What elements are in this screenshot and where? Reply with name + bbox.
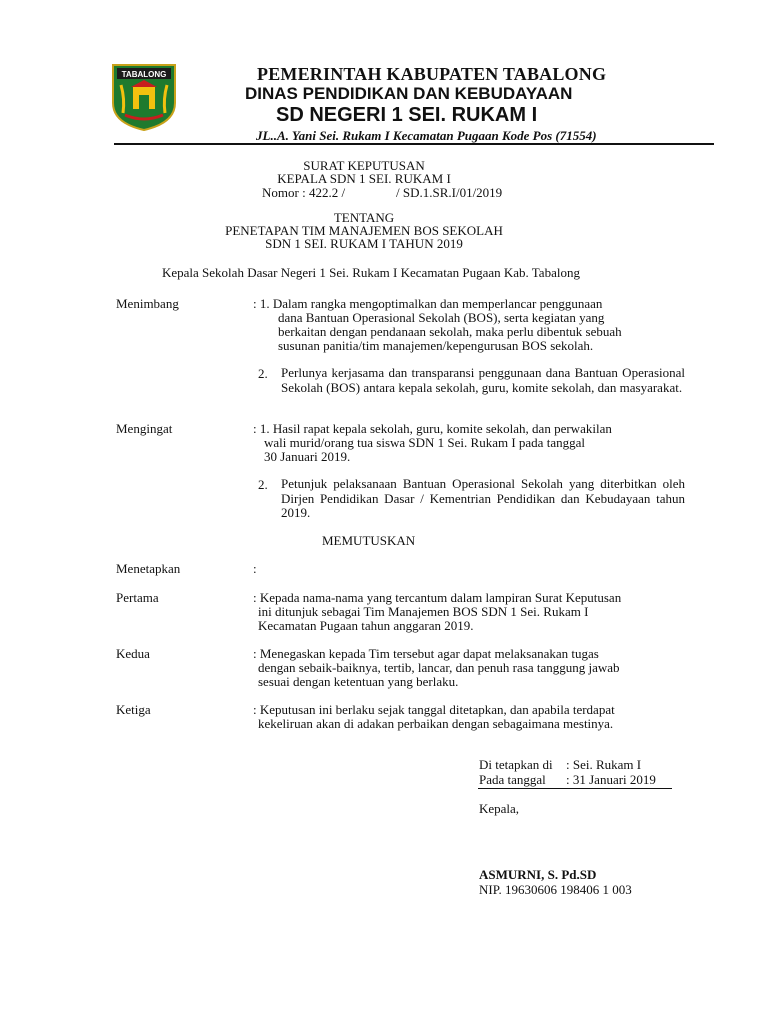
mengingat-label: Mengingat [116, 421, 173, 436]
intro-line: Kepala Sekolah Dasar Negeri 1 Sei. Rukam I Kecamatan Pugaan Kab. Tabalong [162, 265, 580, 280]
mengingat-item2-text: Petunjuk pelaksanaan Bantuan Operasional Sekolah yang diterbitkan oleh Dirjen Pendidikan Dasar / Kementrian Pendidikan dan Kebudayaan tahun 2019. [281, 476, 685, 520]
decree-number-label: Nomor : 422.2 / [262, 185, 346, 200]
date-value: : 31 Januari 2019 [566, 772, 656, 787]
mengingat-item1-line2: wali murid/orang tua siswa SDN 1 Sei. Rukam I pada tanggal [264, 435, 585, 450]
kedua-line1: : Menegaskan kepada Tim tersebut agar dapat melaksanakan tugas [253, 646, 599, 661]
pertama-line3: Kecamatan Pugaan tahun anggaran 2019. [258, 618, 474, 633]
menimbang-item1-line3: berkaitan dengan pendanaan sekolah, maka perlu dibentuk sebuah [278, 324, 622, 339]
signer-role: Kepala, [479, 801, 520, 816]
ketiga-line2: kekeliruan akan di adakan perbaikan dengan sebagaimana mestinya. [258, 716, 614, 731]
subject-line-1: PENETAPAN TIM MANAJEMEN BOS SEKOLAH [225, 223, 503, 238]
tentang-heading: TENTANG [333, 210, 395, 225]
signer-name: ASMURNI, S. Pd.SD [479, 867, 597, 882]
department-name: DINAS PENDIDIKAN DAN KEBUDAYAAN [245, 84, 573, 103]
kedua-label: Kedua [116, 646, 150, 661]
pertama-line1: : Kepada nama-nama yang tercantum dalam lampiran Surat Keputusan [253, 590, 622, 605]
date-underline [478, 788, 672, 789]
logo-text: TABALONG [121, 70, 167, 79]
signer-nip: NIP. 19630606 198406 1 003 [479, 882, 632, 897]
mengingat-item1-line1: : 1. Hasil rapat kepala sekolah, guru, komite sekolah, dan perwakilan [253, 421, 612, 436]
place-value: : Sei. Rukam I [566, 757, 642, 772]
kedua-line3: sesuai dengan ketentuan yang berlaku. [258, 674, 459, 689]
menimbang-label: Menimbang [116, 296, 179, 311]
school-address: JL..A. Yani Sei. Rukam I Kecamatan Pugaan Kode Pos (71554) [256, 128, 597, 143]
ketiga-line1: : Keputusan ini berlaku sejak tanggal ditetapkan, dan apabila terdapat [253, 702, 615, 717]
menetapkan-colon: : [253, 561, 257, 576]
menimbang-item1-line2: dana Bantuan Operasional Sekolah (BOS), serta kegiatan yang [278, 310, 605, 325]
decree-number-value: / SD.1.SR.I/01/2019 [396, 185, 503, 200]
memutuskan-heading: MEMUTUSKAN [322, 533, 416, 548]
regency-emblem-logo [111, 63, 177, 131]
menimbang-item2-number: 2. [258, 366, 268, 381]
pertama-line2: ini ditunjuk sebagai Tim Manajemen BOS SDN 1 Sei. Rukam I [258, 604, 589, 619]
date-label: Pada tanggal [479, 772, 546, 787]
subject-line-2: SDN 1 SEI. RUKAM I TAHUN 2019 [265, 236, 463, 251]
mengingat-item2-number: 2. [258, 477, 268, 492]
menetapkan-label: Menetapkan [116, 561, 181, 576]
menimbang-item2-text: Perlunya kerjasama dan transparansi penggunaan dana Bantuan Operasional Sekolah (BOS) antara kepala sekolah, guru, komite sekolah, dan masyarakat. [281, 365, 685, 395]
decree-title: SURAT KEPUTUSAN [303, 158, 425, 173]
ketiga-label: Ketiga [116, 702, 151, 717]
letterhead-divider [114, 143, 714, 145]
menimbang-item1-line1: : 1. Dalam rangka mengoptimalkan dan memperlancar penggunaan [253, 296, 603, 311]
school-name: SD NEGERI 1 SEI. RUKAM I [276, 104, 538, 126]
pertama-label: Pertama [116, 590, 159, 605]
kedua-line2: dengan sebaik-baiknya, tertib, lancar, dan penuh rasa tanggung jawab [258, 660, 620, 675]
government-name: PEMERINTAH KABUPATEN TABALONG [257, 64, 607, 84]
mengingat-item1-line3: 30 Januari 2019. [264, 449, 351, 464]
place-label: Di tetapkan di [479, 757, 553, 772]
decree-issuer: KEPALA SDN 1 SEI. RUKAM I [277, 171, 451, 186]
menimbang-item1-line4: susunan panitia/tim manajemen/kepengurusan BOS sekolah. [278, 338, 594, 353]
